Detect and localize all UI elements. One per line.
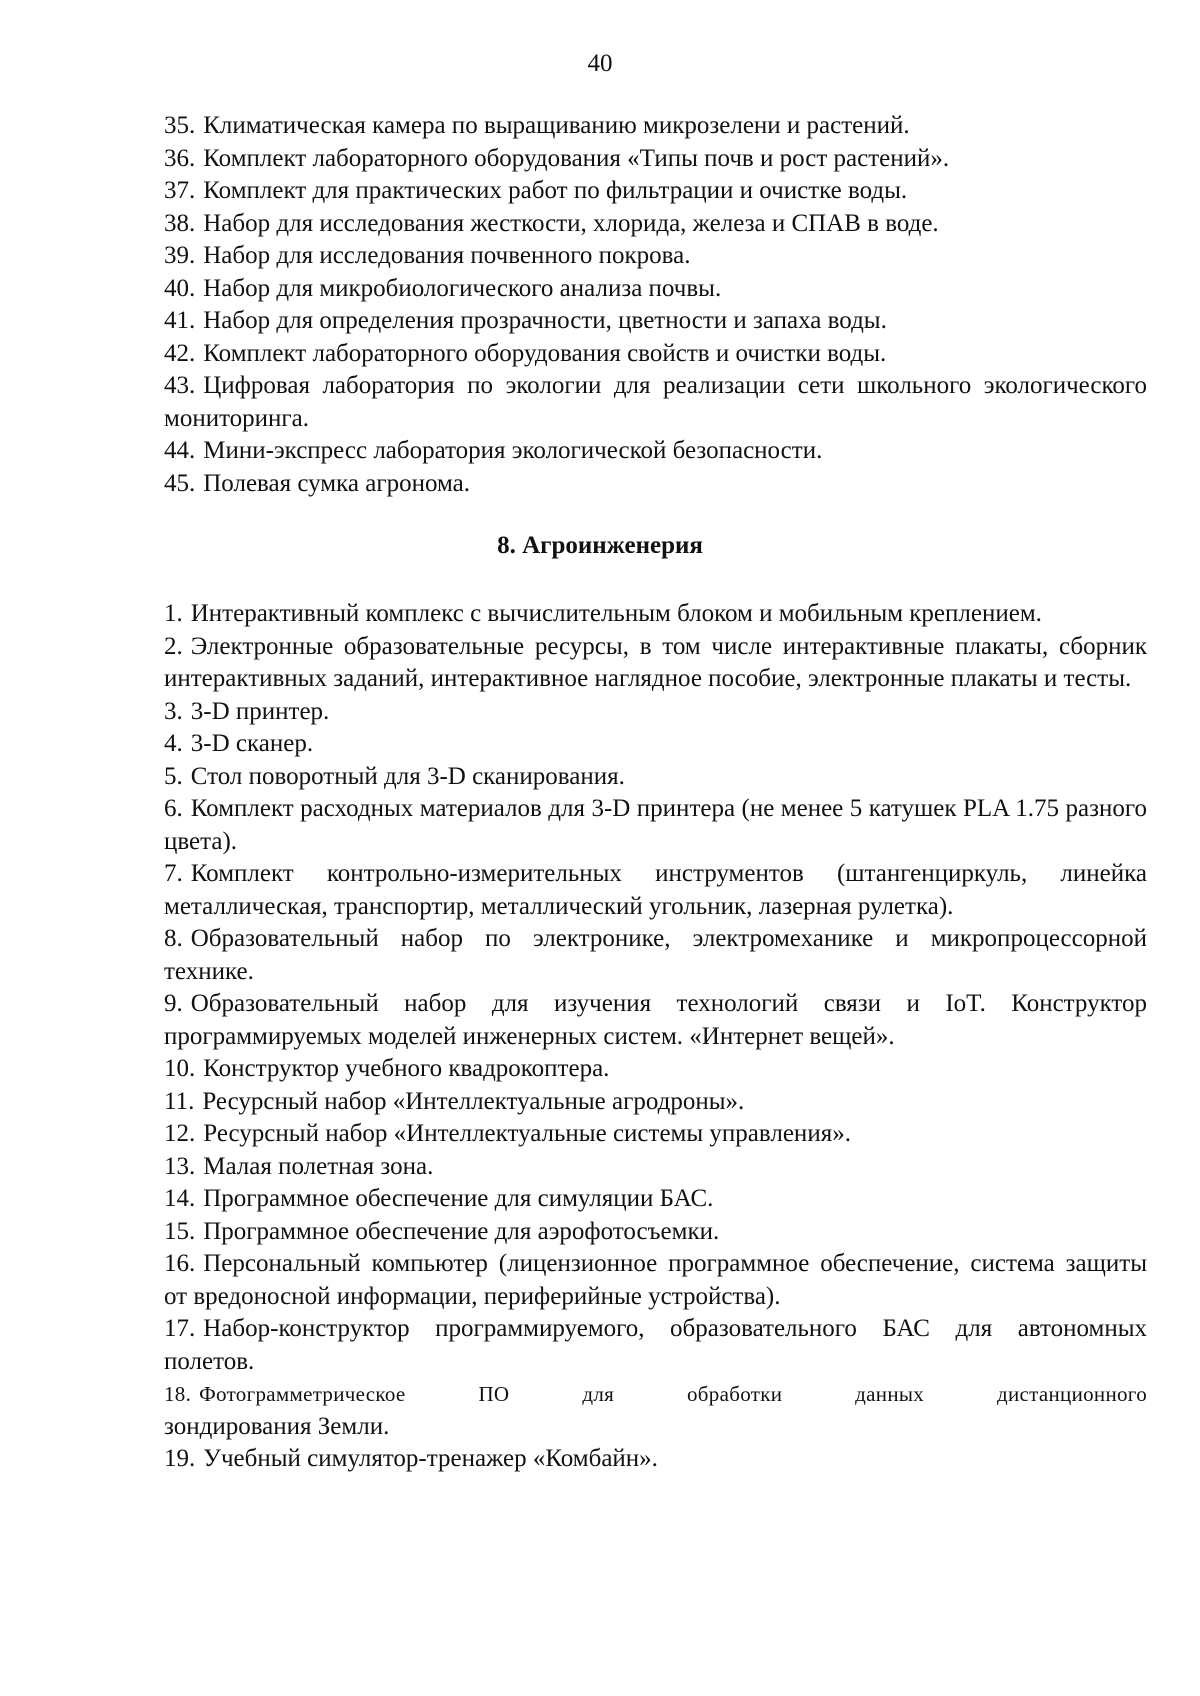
list-item-continuation: зондирования Земли. xyxy=(164,1412,390,1440)
list-item: 17. Набор-конструктор программируемого, образовательного БАС для автономных полетов. xyxy=(164,1315,1147,1375)
list-item: 14. Программное обеспечение для симуляции БАС. xyxy=(164,1185,714,1212)
list-item: 7. Комплект контрольно-измерительных инструментов (штангенциркуль, линейка металлическая, транспортир, металлический угольник, лазерная рулетка). xyxy=(164,860,1147,920)
list-item: 13. Малая полетная зона. xyxy=(164,1152,434,1180)
list-item: 39. Набор для исследования почвенного покрова. xyxy=(164,242,691,269)
agroengineering-list xyxy=(164,598,1147,1476)
list-item: 8. Образовательный набор по электронике, электромеханике и микропроцессорной технике. xyxy=(164,925,1147,985)
list-item: 5. Стол поворотный для 3-D сканирования. xyxy=(164,762,625,790)
list-item: 42. Комплект лабораторного оборудования свойств и очистки воды. xyxy=(164,339,887,367)
list-item: 4. 3-D сканер. xyxy=(164,730,314,757)
list-item: 3. 3-D принтер. xyxy=(164,697,330,725)
list-item: 35. Климатическая камера по выращиванию микрозелени и растений. xyxy=(164,112,910,139)
list-item: 37. Комплект для практических работ по фильтрации и очистке воды. xyxy=(164,177,908,204)
list-item: 38. Набор для исследования жесткости, хлорида, железа и СПАВ в воде. xyxy=(164,209,939,237)
list-item: 12. Ресурсный набор «Интеллектуальные системы управления». xyxy=(164,1120,851,1147)
list-item: 43. Цифровая лаборатория по экологии для реализации сети школьного экологического мониторинга. xyxy=(164,372,1147,432)
list-item: 1. Интерактивный комплекс с вычислительным блоком и мобильным креплением. xyxy=(164,600,1042,627)
equipment-list-continued xyxy=(164,110,1147,500)
list-item: 6. Комплект расходных материалов для 3-D принтера (не менее 5 катушек PLA 1.75 разного цвета). xyxy=(164,795,1147,855)
list-item: 36. Комплект лабораторного оборудования «Типы почв и рост растений». xyxy=(164,144,950,172)
list-item: 9. Образовательный набор для изучения технологий связи и IoT. Конструктор программируемых моделей инженерных систем. «Интернет вещей». xyxy=(164,990,1147,1050)
section-heading: 8. Агроинженерия xyxy=(497,532,703,559)
list-item-small-print: 18. Фотограмметрическое ПО для обработки данных дистанционного xyxy=(164,1382,1147,1406)
list-item: 11. Ресурсный набор «Интеллектуальные агродроны». xyxy=(164,1087,745,1115)
list-item: 15. Программное обеспечение для аэрофотосъемки. xyxy=(164,1217,720,1245)
list-item: 45. Полевая сумка агронома. xyxy=(164,469,470,497)
page-number: 40 xyxy=(587,50,613,77)
list-item: 2. Электронные образовательные ресурсы, в том числе интерактивные плакаты, сборник интерактивных заданий, интерактивное наглядное пособие, электронные плакаты и тесты. xyxy=(164,632,1147,692)
list-item xyxy=(164,1378,1147,1443)
list-item: 10. Конструктор учебного квадрокоптера. xyxy=(164,1055,610,1082)
list-item: 40. Набор для микробиологического анализа почвы. xyxy=(164,274,722,302)
list-item: 44. Мини-экспресс лаборатория экологической безопасности. xyxy=(164,437,823,464)
list-item: 19. Учебный симулятор-тренажер «Комбайн». xyxy=(164,1445,658,1472)
list-item: 16. Персональный компьютер (лицензионное программное обеспечение, система защиты от вредоносной информации, периферийные устройства). xyxy=(164,1250,1147,1310)
list-item: 41. Набор для определения прозрачности, цветности и запаха воды. xyxy=(164,307,887,334)
